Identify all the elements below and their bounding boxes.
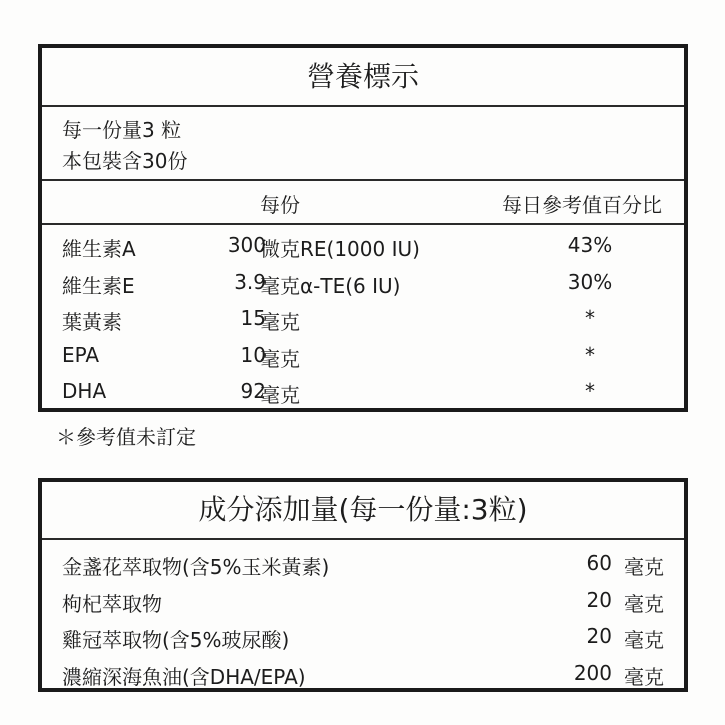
daily-value-header: 每日參考值百分比 xyxy=(502,193,662,217)
nutrient-row xyxy=(42,302,684,339)
nutrition-facts-panel xyxy=(38,44,688,412)
nutrient-daily-value: * xyxy=(585,342,595,367)
nutrient-amount: 300 xyxy=(227,233,266,257)
nutrient-name: EPA xyxy=(62,342,100,367)
additive-panel xyxy=(38,478,688,692)
serving-info xyxy=(42,107,684,181)
additive-row xyxy=(42,583,684,620)
additive-name: 濃縮深海魚油(含DHA/EPA) xyxy=(62,664,306,689)
nutrient-row xyxy=(42,375,684,412)
additive-amount: 20 xyxy=(586,587,612,612)
additive-amount: 20 xyxy=(586,624,612,648)
additive-row xyxy=(42,656,684,693)
nutrient-daily-value: 43% xyxy=(567,233,613,257)
nutrient-unit: 毫克 xyxy=(260,346,300,371)
nutrient-amount: 92 xyxy=(240,379,266,403)
nutrient-row xyxy=(42,266,684,303)
nutrient-daily-value: 30% xyxy=(567,269,613,294)
additive-name: 雞冠萃取物(含5%玻尿酸) xyxy=(62,628,290,652)
footnote: ＊參考值未訂定 xyxy=(56,425,196,449)
nutrient-unit: 毫克 xyxy=(260,310,300,334)
servings-per-package: 本包裝含30份 xyxy=(62,149,188,173)
nutrient-amount: 3.9 xyxy=(234,269,266,294)
additive-name: 金盞花萃取物(含5%玉米黃素) xyxy=(62,555,330,579)
per-serving-header: 每份 xyxy=(260,193,300,217)
additive-rows xyxy=(42,540,684,692)
nutrient-name: 維生素E xyxy=(62,273,135,298)
nutrient-unit: 毫克α-TE(6 IU) xyxy=(260,273,401,298)
nutrient-name: DHA xyxy=(62,379,107,403)
nutrient-row xyxy=(42,339,684,376)
nutrient-amount: 15 xyxy=(240,306,266,330)
additive-name: 枸杞萃取物 xyxy=(62,591,162,616)
additive-row xyxy=(42,619,684,656)
nutrient-rows xyxy=(42,225,684,412)
additive-unit: 毫克 xyxy=(624,591,664,616)
nutrient-unit: 微克RE(1000 IU) xyxy=(260,237,420,261)
additive-unit: 毫克 xyxy=(624,628,664,652)
column-headers xyxy=(42,181,684,225)
nutrient-name: 維生素A xyxy=(62,237,136,261)
additive-unit: 毫克 xyxy=(624,664,664,689)
nutrient-daily-value: * xyxy=(585,306,595,330)
nutrient-daily-value: * xyxy=(585,379,595,403)
nutrient-unit: 毫克 xyxy=(260,383,300,407)
nutrition-title: 營養標示 xyxy=(42,48,684,107)
nutrient-name: 葉黃素 xyxy=(62,310,122,334)
additive-amount: 60 xyxy=(586,551,612,575)
nutrient-amount: 10 xyxy=(240,342,266,367)
additive-unit: 毫克 xyxy=(624,555,664,579)
serving-size: 每一份量3 粒 xyxy=(62,118,182,142)
additive-row xyxy=(42,546,684,583)
additive-title: 成分添加量(每一份量:3粒) xyxy=(42,482,684,540)
nutrient-row xyxy=(42,229,684,266)
additive-amount: 200 xyxy=(573,660,612,685)
